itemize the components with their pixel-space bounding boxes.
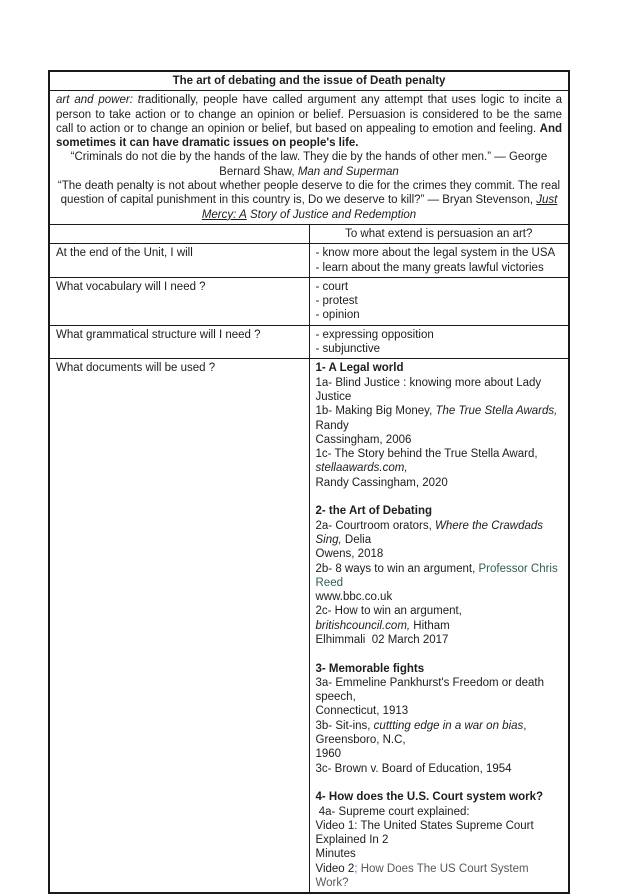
text-segment: - court xyxy=(315,280,349,293)
key-question-row xyxy=(49,224,569,243)
text-segment: Hitham xyxy=(410,619,450,632)
text-segment: 1a- Blind Justice : knowing more about Lady Justice xyxy=(315,376,545,403)
document-line xyxy=(316,519,563,548)
document-line xyxy=(316,762,563,776)
text-segment: Just Mercy: A xyxy=(201,194,558,221)
text-segment: 2b- 8 ways to win an argument, xyxy=(315,562,479,575)
text-segment: 3- Memorable fights xyxy=(315,662,425,675)
vocabulary-row xyxy=(49,277,569,325)
document-line xyxy=(316,604,563,633)
text-segment: How Does The US Court System Work? xyxy=(315,862,532,890)
text-segment: - know more about the legal system in the USA xyxy=(315,247,556,260)
vocabulary-list xyxy=(309,277,569,325)
text-segment: raditionally, people have called argument any attempt that uses logic to incite a person to take action or to change an opinion or belief. Persuasion is considered to be the same call to action or to change an opinion or belief, but based on appealing to emotion and feeling. xyxy=(56,94,563,135)
blank-line xyxy=(316,490,563,504)
text-segment: Man and Superman xyxy=(297,165,399,178)
quote-shaw xyxy=(56,150,562,179)
text-segment: And sometimes it can have dramatic issues on people's life. xyxy=(56,122,562,150)
document-line xyxy=(316,719,563,748)
document-line xyxy=(316,404,563,433)
text-segment: 2c- How to win an argument, xyxy=(315,605,469,618)
document-line xyxy=(316,504,563,518)
text-segment: 4a- Supreme court explained: xyxy=(315,805,470,818)
text-segment: 1960 xyxy=(315,748,342,761)
document-line xyxy=(316,562,563,591)
text-segment: - protest xyxy=(315,295,358,308)
text-segment: Video 2 xyxy=(315,862,355,875)
text-segment: , Greensboro, N.C, xyxy=(315,719,530,747)
text-segment: Randy Cassingham, 2020 xyxy=(315,476,448,489)
document-line xyxy=(316,590,563,604)
unit-overview-table xyxy=(48,70,570,894)
document-line xyxy=(316,361,563,375)
text-segment: art and power: t xyxy=(56,94,142,107)
document-line xyxy=(316,862,563,891)
blank-line xyxy=(316,776,563,790)
unit-goals-list xyxy=(309,244,569,278)
text-segment: Randy xyxy=(315,405,561,432)
text-segment: Minutes xyxy=(315,848,356,861)
text-segment: Where the Crawdads Sing, xyxy=(315,519,547,546)
grammar-label: What grammatical structure will I need ? xyxy=(49,325,309,359)
document-line xyxy=(316,246,563,260)
text-segment: Cassingham, 2006 xyxy=(315,433,412,446)
document-line xyxy=(316,676,563,705)
text-segment: Elhimmali 02 March 2017 xyxy=(315,633,449,646)
document-line xyxy=(316,308,563,322)
text-segment: www.bbc.co.uk xyxy=(315,591,393,604)
document-line xyxy=(316,433,563,447)
text-segment: - opinion xyxy=(315,309,360,322)
blank-line xyxy=(316,647,563,661)
text-segment: Owens, 2018 xyxy=(315,548,384,561)
text-segment: britishcouncil.com, xyxy=(315,619,411,632)
intro-cell xyxy=(49,91,569,225)
text-segment: 3b- Sit-ins, xyxy=(315,719,374,732)
text-segment: 1- A Legal world xyxy=(315,362,404,375)
text-segment: 2a- Courtroom orators, xyxy=(315,519,436,532)
title-row xyxy=(49,71,569,91)
document-line xyxy=(316,280,563,294)
document-line xyxy=(316,847,563,861)
quote-stevenson xyxy=(56,179,562,222)
video-2-link[interactable]: ; xyxy=(354,862,358,875)
text-segment: 3c- Brown v. Board of Education, 1954 xyxy=(315,762,512,775)
text-segment: 1b- Making Big Money, xyxy=(315,405,436,418)
text-segment: “Criminals do not die by the hands of the law. They die by the hands of other men.” — George Bernard Shaw, xyxy=(70,151,548,178)
text-segment: 3a- Emmeline Pankhurst's Freedom or death speech, xyxy=(315,676,548,704)
unit-goals-row xyxy=(49,244,569,278)
document-line xyxy=(316,805,563,819)
grammar-list xyxy=(309,325,569,359)
grammar-row xyxy=(49,325,569,359)
text-segment: Connecticut, 1913 xyxy=(315,705,409,718)
documents-label: What documents will be used ? xyxy=(49,359,309,893)
document-title: The art of debating and the issue of Death penalty xyxy=(49,71,569,91)
professor-chris-reed-link[interactable]: Professor Chris Reed xyxy=(315,562,561,589)
document-line xyxy=(316,547,563,561)
document-line xyxy=(316,328,563,342)
text-segment: cuttting edge in a war on bias xyxy=(373,719,524,732)
document-line xyxy=(316,447,563,476)
text-segment: 2- the Art of Debating xyxy=(315,505,432,518)
key-question-left-cell xyxy=(49,224,309,243)
text-segment: 4- How does the U.S. Court system work? xyxy=(315,791,543,804)
document-line xyxy=(316,294,563,308)
unit-goals-label: At the end of the Unit, I will xyxy=(49,244,309,278)
document-line xyxy=(316,261,563,275)
document-line xyxy=(316,633,563,647)
text-segment: 1c- The Story behind the True Stella Award, xyxy=(315,448,541,461)
text-segment: Delia xyxy=(341,533,372,546)
text-segment: - learn about the many greats lawful victories xyxy=(315,261,544,274)
document-line xyxy=(316,476,563,490)
key-question: To what extend is persuasion an art? xyxy=(309,224,569,243)
text-segment: The True Stella Awards, xyxy=(435,405,558,418)
document-line xyxy=(316,704,563,718)
document-line xyxy=(316,819,563,848)
document-line xyxy=(316,747,563,761)
text-segment: stellaawards.com, xyxy=(315,462,408,475)
text-segment: “The death penalty is not about whether people deserve to die for the crimes they commit. The real question of capital punishment in this country is, Do we deserve to kill?” — Bryan Stevenson, xyxy=(57,180,561,207)
text-segment: - subjunctive xyxy=(315,343,381,356)
intro-paragraph xyxy=(56,93,562,150)
documents-row xyxy=(49,359,569,893)
text-segment: Story of Justice and Redemption xyxy=(249,208,417,221)
documents-list xyxy=(309,359,569,893)
vocabulary-label: What vocabulary will I need ? xyxy=(49,277,309,325)
text-segment: Video 1: The United States Supreme Court Explained In 2 xyxy=(315,819,537,847)
document-line xyxy=(316,342,563,356)
document-line xyxy=(316,376,563,405)
document-line xyxy=(316,662,563,676)
intro-row xyxy=(49,91,569,225)
document-line xyxy=(316,790,563,804)
text-segment: - expressing opposition xyxy=(315,328,434,341)
